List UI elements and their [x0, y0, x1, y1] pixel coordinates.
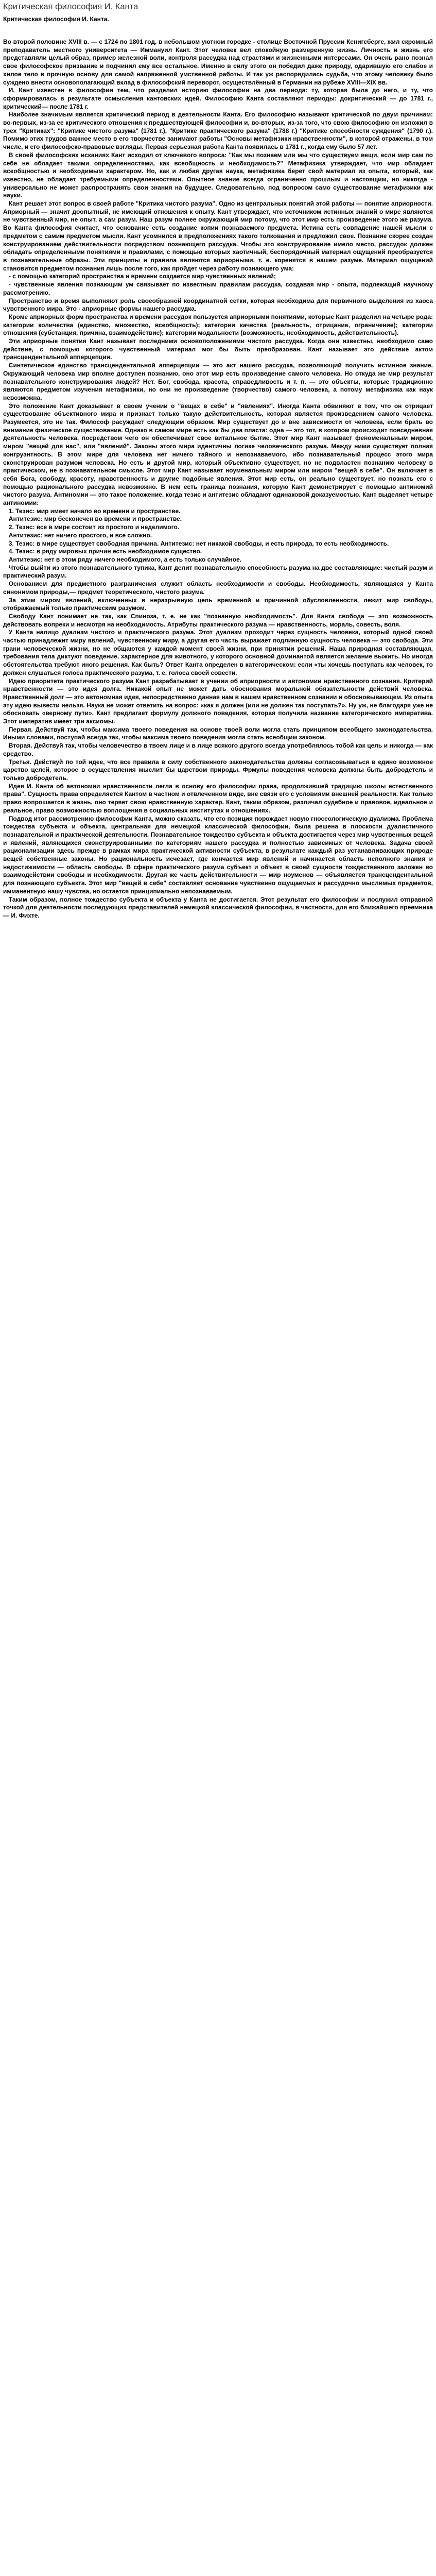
paragraph: Пространство и время выполняют роль своеобразной координатной сетки, которая необходима для первичного выделения из хаоса чувственного мира. Это - априорные формы нашего рассудка. — [3, 297, 433, 313]
paragraph: У Канта налицо дуализм чистого и практического разума. Этот дуализм проходит через сущность человека, который одной своей частью принадлежит миру явлений, чувственному миру, а другая его часть выражает подлинную сущность человека — это свобода. Эти грани человеческой жизни, но не общаются у каждой момент своей жизни, при принятии решений. Наша природная составляющая, требования тела диктуют поведение, характерное для животного, у которого основной доминантой является желание выжить. Но иногда обстоятельства требуют иного решения. Как быть? Ответ Канта определен в категорическом: если «ты хочешь поступать как человек, то должен слушаться голоса практического разума, т. е. голоса своей совести. — [3, 629, 433, 676]
paragraph: Эти априорные понятия Кант называет последними основоположениями чистого рассудка. Когда они известны, необходимо само действие, с помощью которого чувственный материал мог бы быть преобразован. Кант называет это действие актом трансцендентальной апперцепции. — [3, 337, 433, 361]
paragraph: Кроме априорных форм пространства и времени рассудок пользуется априорными понятиями, которые Кант разделил на четыре рода: категории количества (единство, множество, всеобщность); категории качества (реальность, отрицание, ограничение); категории отношения (субстанция, причина, взаимодействие); категории модальности (возможность, необходимость, действительность). — [3, 313, 433, 337]
paragraph: - с помощью категорий пространства и времени создается мир чувственных явлений; — [8, 273, 276, 280]
paragraph: - чувственные явления познающим ум связывает по известным правилам рассудка, создавая мир - опыта, подлежащий научному рассмотрению. — [3, 281, 433, 296]
paragraph: 1. Тезис: мир имеет начало во времени и пространстве. — [8, 507, 181, 515]
paragraph: Антитезис: нет в этом ряду ничего необходимого, а есть только случайное. — [8, 556, 242, 563]
paragraph: Антитезис: нет ничего простого, и все сложно. — [8, 531, 152, 539]
page-title: Критическая философия И. Канта — [3, 2, 138, 11]
paragraph: Наиболее значимым является критический период в деятельности Канта. Его философию называют критической по двум причинам: во-первых, из-за ее критического отношения к предшествующей философии и, во-вторых, из-за того, что свою философию он изложил в трех "Критиках": "Критике чистого разума" (1781 г.), "Критике практического разума" (1788 г.) "Критике способности суждения" (1790 г.). Помимо этих трудов важное место в его творчестве занимают работы "Основы метафизики нравственности", в которой отражены, в том числе, и его философско-правовые взгляды. Первая серьезная работа Канта появилась в 1781 г., когда ему было 57 лет. — [3, 111, 433, 151]
paragraph: Антитезис: мир бесконечен во времени и пространстве. — [8, 515, 182, 523]
paragraph: И. Кант известен в философии тем, что разделил историю философии на два периода: ту, которая была до него, и ту, что сформировалась в результате осмысления кантовских идей. Философию Канта составляют периоды: докритический — до 1781 г., критический— после 1781 г. — [3, 87, 433, 110]
document-body — [3, 38, 433, 920]
paragraph: Идея И. Канта об автономии нравственности легла в основу его философии права, продолжившей традицию школы естественного права". Сущность права определяется Кантом в частном и отвлеченном виде, вне связи его с условиями внешней реальности. Как только право вопрошается в жизнь, оно теряет свою нравственную характер. Кант, таким образом, различал судебное и правовое, идеальное и реальное, право возможностью воплощения в социальных институтах и отношениях. — [3, 782, 433, 814]
paragraph: Во второй половине XVIII в. — с 1724 по 1801 год, в небольшом уютном городке - столице Восточной Пруссии Кенигсберге, жил скромный преподаватель местного университета — Иммануил Кант. Этот человек вел спокойную размеренную жизнь. Личность и жизнь его представляли целый образ, пример железной воли, контроля рассудка над страстями и жизненными интересами. Он очень рано познал свое философское призвание и подчинил ему все остальное. Именно в силу этого он победил даже природу, одарившую его слабое и хилое тело в прочную основу для самой напряженной умственной работы. И так уж распорядилась судьба, что этому человеку было суждено внести основополагающий вклад в философский переворот, осуществлённый в Германии на рубеже XVIII—XIX вв. — [3, 38, 433, 86]
paragraph: 3. Тезис: в мире существует свободная причина. Антитезис: нет никакой свободы, и есть природа, то есть необходимость. — [8, 539, 389, 547]
paragraph: Идею приоритета практического разума Кант разрабатывает в учении об априорности и автономии нравственного сознания. Критерий нравственности — это идея долга. Никакой опыт не может дать обоснования моральной обязательности действий человека. Нравственный долг — это автономная идея, непосредственно данная нам в нашем нравственном сознании и обосновывающем. Из опыта эту идею вывести нельзя. Наука не может ответить на вопрос: «как я должен (или не должен так поступать?». Ну уж, не благодаря уже не обосновать «верному пути». Кант предлагает формулу должного поведения, которая получила название категорического императива. Этот императив имеет три аксиомы. — [3, 677, 433, 725]
paragraph: Вторая. Действуй так, чтобы человечество в твоем лице и в лице всякого другого всегда употреблялось тобой как цель и никогда — как средство. — [3, 742, 433, 757]
paragraph: 2. Тезис: все в мире состоит из простого и неделимого. — [8, 523, 180, 531]
document-page — [0, 0, 436, 920]
paragraph: 4. Тезис: в ряду мировых причин есть необходимое существо. — [8, 548, 202, 555]
paragraph: За этим миром явлений, включенных в неразрывную цепь временной и причинной обусловленности, лежит мир свободы, отображаемый только практическим разумом. — [3, 596, 433, 612]
paragraph: Таким образом, полное тождество субъекта и объекта у Канта не достигается. Этот результат его философии и послужил отправной точкой для деятельности последующих представителей немецкой классической философии, в частности, для его ближайшего преемника — И. Фихте. — [3, 895, 433, 919]
paragraph: Синтетическое единство трансцендентальной апперцепции — это акт нашего рассудка, позволяющий получить истинное знание. Окружающий человека мир вполне доступен познанию, оно этот мир есть произведение самого человека. Но откуда же мир результат познавательного конструирования людей? Нет. Бог, свобода, красота, справедливость и т. п. — это объекты, которые традиционно являются предметом изучения метафизики, но они не произведение (творчество) самого человека, а потому метафизика как наук невозможна. — [3, 362, 433, 401]
paragraph: Чтобы выйти из этого познавательного тупика, Кант делит познавательную способность разума на две составляющие: чистый разум и практический разум. — [3, 564, 433, 580]
paragraph: Третья. Действуй по той идее, что все правила в силу собственного законодательства должны согласовываться в едино возможное царство целей, которое в осуществления мыслит бы царством природы. Фрмулы поведения человека должны быть добродетель и только добродетель. — [3, 758, 433, 782]
paragraph: Подвод итог рассмотрению философии Канта, можно сказать, что его позиция порождает новую гносеологическую дуализма. Проблема тождества субъекта и объекта, центральная для немецкой классической философии, была решена в плоскости дуалистичного познавательной и практической деятельности. Познавательное тождество субъекта и объекта достигается через мир чувственных вещей и явлений, являющихся сконструированными по категориям нашего рассудка и полностью зависимых от человека. Задача своей рационализации здесь прежде в рамках мира практической активности субъекта, в результате каждый раз устанавливающих природе вещей собственные законы. Но рациональность исчезает, где кончается мир явлений и начинается область неполного знания и недостижимости — область свободы. В сфере практического разума субъект и объект в своей сущности тождественного заложен во взаимодействии свободы и необходимости. Другая же часть действительности — мир ноуменов — объявляется трансцендентальной для познающего субъекта. Этот мир "вещей в себе" составляет основание чувственно ощущаемых и рассудочно мыслимых предметов, имманентную нашу чувства, но остается принципиально непознаваемым. — [3, 815, 433, 895]
paragraph: В своей философских исканиях Кант исходил от ключевого вопроса: "Как мы познаем или мы что существуем вещи, если мир сам по себе не обладает такими определенностями, как всеобщность и необходимость?" Метафизика утверждает, что мир обладает всеобщностью и необходимым характером. Но, как и любая другая наука, метафизика берет свой материал из опыта, который, как известно, не обладает требуемыми определенностями. Опытное знание всегда ограниченно прошлым и настоящим, но никогда - универсально не может распространять свои знания на будущее. Следовательно, под вопросом само существование метафизики как науки. — [3, 151, 433, 199]
document-subtitle: Критическая философия И. Канта. — [3, 15, 109, 23]
paragraph: Первая. Действуй так, чтобы максима твоего поведения на основе твоей воли могла стать принципом всеобщего законодательства. Иными словами, поступай всегда так, чтобы максима твоего поведения могла стать всеобщим законом. — [3, 725, 433, 741]
paragraph: Основанием для предметного разграничения служит область необходимости и свободы. Необходимость, являющаяся у Канта синонимом природы,— предмет теоретического, чистого разума. — [3, 580, 433, 596]
paragraph: Кант решает этот вопрос в своей работе "Критика чистого разума". Одно из центральных понятий этой работы — понятие априорности. Априорный — значит доопытный, не имеющий отношения к опыту. Кант утверждает, что источником истинных знаний о мире являются не чувственный мир, не опыт, а сам разум. Наш разум полнее окружающий мир потому, что этот мир есть произведение этого же разума. Во Канта философия считает, что основание есть создание копии познаваемого предмета. Истина есть совпадение нашей мысли с предметом с самим предметом мысли. Кант усомнился в предположениях такого толкования и предложил свое. Познание скорее создан конструированием действительности посредством познающего рассудка. Чтобы это конструирование имело место, рассудок должен обладать определенными понятиями и правилами, с помощью которых хаотичный, беспорядочный материал ощущений преобразуется в познавательные образы. Эти принципы и правила являются априорными, т. е. коренятся в нашем разуме. Материал ощущений становится предметом познания лишь после того, как пройдет через работу познающего ума: — [3, 200, 433, 272]
paragraph: Это положение Кант доказывает в своем учении о "вещах в себе" и "явлениях". Иногда Канта обвиняют в том, что он отрицает существование объективного мира и признает только такую действительность, которая является произведением самого человека. Разумеется, это не так. Философ расуждает следующим образом. Мир существует до и вне зависимости от человека, если брать во внимание физическое существование. Однако в самом мире есть как бы два пласта: одна — это тот, в котором происходит повседневная деятельность человека, посредством чего он обеспечивает свое витальное бытие. Этот мир Кант называет феноменальным миром, миром "вещей для нас", или "явлений". Законы этого мира идентичны логике человеческого разума. Между ними существует полная конгруэнтность. В этом мире для человека нет ничего тайного и непознаваемого, ибо познавательный процесс этого мира сконструирован разумом человека. Но есть и другой мир, который объективно существует, но не подвластен познанию человеку в практическом, не в познавательном смысле. Этот мир Кант называет ноуменальным миром или миром "вещей в себе". Он включает в себя Бога, свободу, красоту, нравственность и другие подобные явления. Этот мир есть, он реально существует, но познать его с помощью рационального рассудка невозможно. В нем есть граница познания, которую Кант демонстрирует с помощью антиномий чистого разума. Антиномии — это такое положение, когда тезис и антитезис обладают одинаковой доказуемостью. Кант выделяет четыре антиномии: — [3, 402, 433, 507]
paragraph: Свободу Кант понимает не так, как Спиноза, т. е. не как "познанную необходимость". Для Канта свобода — это возможность действовать вопреки и несмотря на необходимость. Атрибуты практического разума — нравственность, мораль, совесть, воля. — [3, 612, 433, 628]
